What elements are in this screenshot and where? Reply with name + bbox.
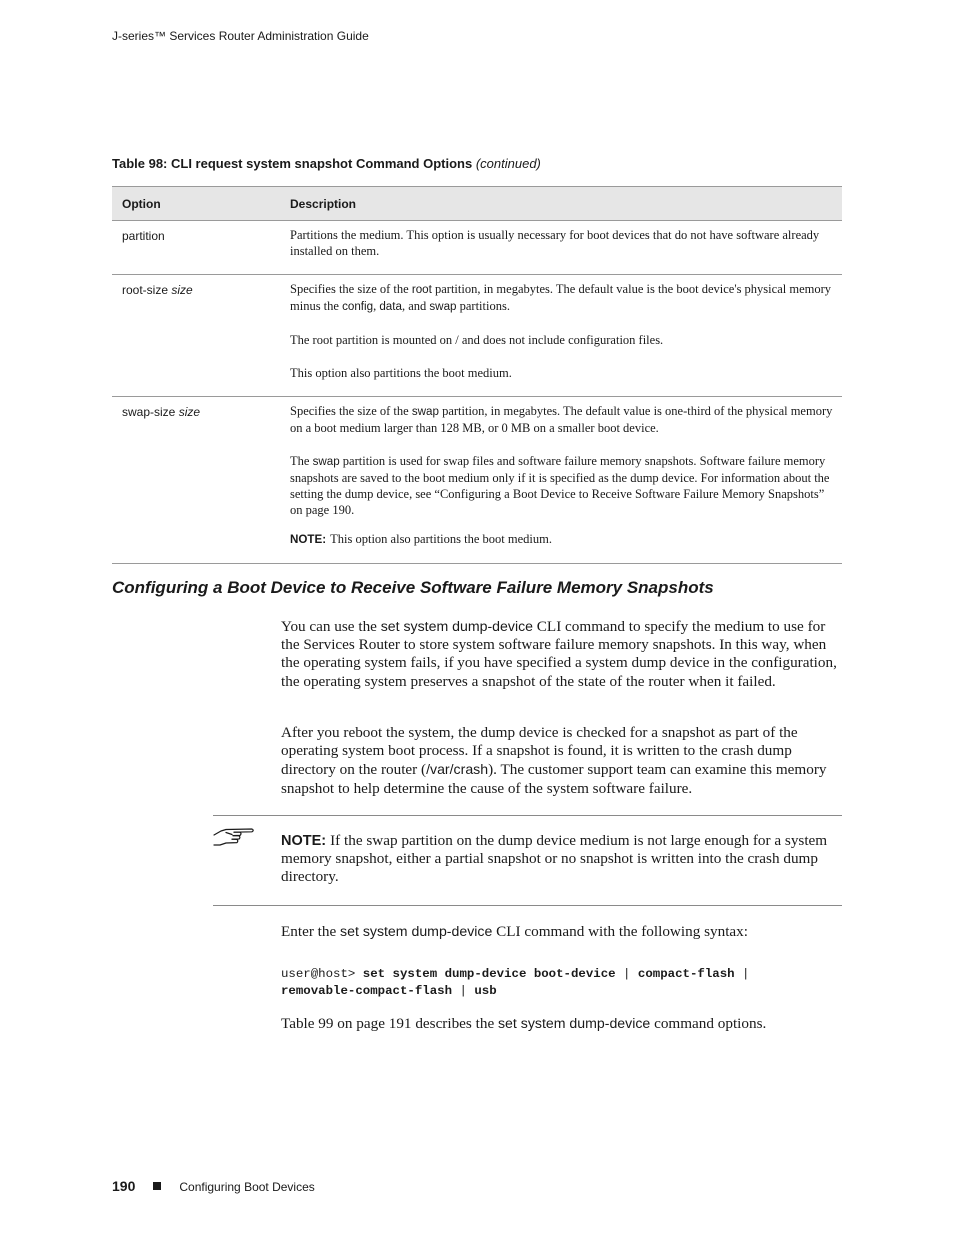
description-cell [278, 221, 842, 275]
note-label: NOTE: [281, 833, 327, 849]
table-note [290, 531, 836, 548]
option-argument: size [178, 405, 201, 419]
running-header: J-series™ Services Router Administration Guide [112, 29, 369, 43]
description-text: Partitions the medium. This option is usually necessary for boot devices that do not have software already installed on them. [290, 228, 820, 258]
page-number: 190 [112, 1178, 136, 1194]
inline-command: set system dump-device [340, 923, 493, 939]
column-header-description: Description [278, 187, 842, 221]
table-caption-title: Table 98: CLI request system snapshot Command Options [112, 156, 473, 171]
option-name: swap-size [122, 405, 176, 419]
inline-command: data [379, 300, 402, 313]
note-text: If the swap partition on the dump device medium is not large enough for a system memory snapshot, either a partial snapshot or no snapshot is written into the crash dump directory. [281, 832, 828, 886]
code-command: compact-flash [637, 967, 735, 981]
note-text: This option also partitions the boot medium. [330, 532, 552, 546]
description-text: Specifies the size of the swap partition, in megabytes. The default value is one-third of the physical memory on a boot medium larger than 128 MB, or 0 MB on a smaller boot device. [290, 404, 833, 435]
section-title: Configuring a Boot Device to Receive Software Failure Memory Snapshots [112, 578, 714, 597]
inline-command: /var/crash [426, 761, 489, 778]
option-name: root-size [122, 283, 169, 297]
code-command: removable-compact-flash [281, 983, 453, 998]
table-row [112, 275, 842, 397]
inline-command: config [342, 300, 374, 313]
pointing-hand-icon [212, 826, 256, 848]
description-text: The root partition is mounted on / and does not include configuration files. [290, 333, 664, 347]
page-footer [112, 1178, 315, 1196]
description-text: The swap partition is used for swap files and software failure memory snapshots. Software failure memory snapshots are saved to the boot medium only if it is specified as the dump device. For information about the setting the dump device, see “Configuring a Boot Device to Receive Software Failure Memory Snapshots” on page 190. [290, 454, 830, 517]
note-paragraph [281, 832, 845, 887]
note-label: NOTE: [290, 533, 327, 546]
chapter-title: Configuring Boot Devices [179, 1180, 315, 1194]
table-header-row [112, 187, 842, 221]
description-text: Specifies the size of the root partition, in megabytes. The default value is the boot device's physical memory minus the config, data, and swap partitions. [290, 282, 831, 313]
inline-command: swap [429, 300, 457, 313]
table-caption-suffix: (continued) [475, 156, 541, 171]
column-header-option: Option [112, 187, 278, 221]
inline-command: swap [312, 455, 340, 468]
description-cell [278, 397, 842, 564]
code-block: user@host> set system dump-device boot-device | compact-flash | removable-compact-flash | usb [281, 967, 750, 998]
code-command: usb [474, 983, 497, 998]
note-top-rule [213, 815, 842, 816]
table-row [112, 397, 842, 564]
description-cell [278, 275, 842, 397]
body-paragraph: You can use the set system dump-device CLI command to specify the medium to use for the Services Router to store system software failure memory snapshots. In this way, when the operating system fails, if you have specified a system dump device in the configuration, the operating system preserves a snapshot of the state of the router when it failed. [281, 618, 837, 690]
description-text: This option also partitions the boot medium. [290, 366, 512, 380]
table-caption [112, 156, 541, 171]
options-table [112, 186, 842, 564]
footer-square-icon [153, 1182, 161, 1190]
note-bottom-rule [213, 905, 842, 906]
body-paragraph: Table 99 on page 191 describes the set system dump-device command options. [281, 1015, 767, 1032]
inline-command: set system dump-device [497, 1015, 651, 1031]
option-cell: partition [112, 221, 278, 275]
body-paragraph: Enter the set system dump-device CLI command with the following syntax: [281, 923, 748, 940]
body-paragraph: After you reboot the system, the dump device is checked for a snapshot as part of the operating system boot process. If a snapshot is found, it is written to the crash dump directory on the router (/var/crash). The customer support team can examine this memory snapshot to help determine the cause of the system software failure. [281, 724, 827, 797]
table-row [112, 221, 842, 275]
code-command: set system dump-device boot-device [362, 967, 616, 981]
option-argument: size [171, 283, 193, 297]
inline-command: root [411, 283, 432, 296]
inline-command: set system dump-device [380, 618, 533, 634]
inline-command: swap [411, 405, 439, 418]
option-cell [112, 275, 278, 397]
code-prompt: user@host> [281, 967, 363, 981]
option-cell [112, 397, 278, 564]
